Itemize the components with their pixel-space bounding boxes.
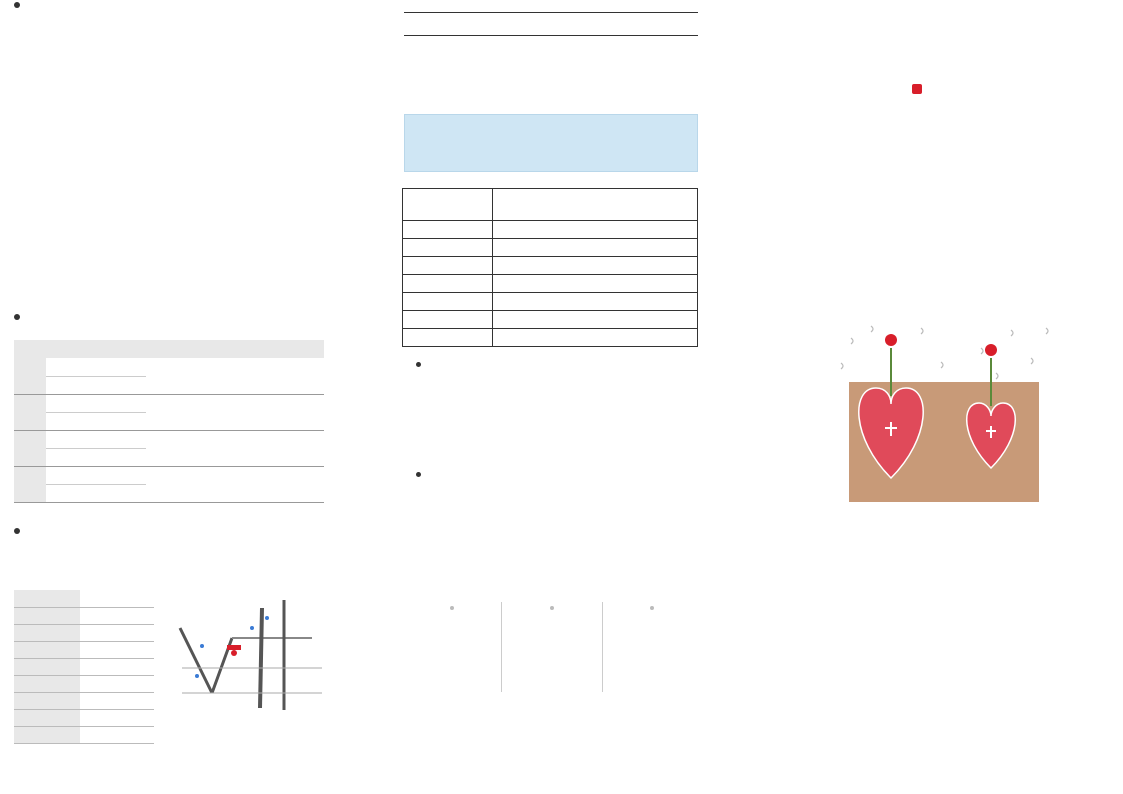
worship-table [14, 590, 154, 744]
worship-time [114, 658, 154, 675]
worship-name [14, 590, 80, 607]
nation-prayer [416, 362, 716, 367]
service-column [402, 602, 502, 692]
offering-servant [146, 430, 202, 466]
col-header [146, 340, 202, 358]
evangelism-row [403, 311, 698, 329]
kitchen-servant [262, 358, 324, 394]
worship-row [14, 590, 154, 607]
service-number [46, 484, 74, 502]
announcements-heading [14, 2, 26, 8]
prayer-leader [74, 376, 146, 394]
evangelism-row [403, 221, 698, 239]
prayer-leader [74, 466, 146, 484]
worship-row [14, 607, 154, 624]
guide-servant [202, 358, 262, 394]
service-column [603, 602, 702, 692]
service-number [46, 358, 74, 376]
kitchen-servant [262, 394, 324, 430]
location-map [172, 598, 332, 738]
offering-servant [146, 394, 202, 430]
worship-row [14, 641, 154, 658]
worship-row [14, 675, 154, 692]
servants-row [14, 430, 324, 448]
evangelism-row [403, 257, 698, 275]
service-number [46, 376, 74, 394]
worship-ampm [80, 692, 114, 709]
service-column [502, 602, 602, 692]
worship-row [14, 624, 154, 641]
offering-servant [146, 466, 202, 502]
bullet-icon [14, 2, 20, 8]
worship-time [114, 641, 154, 658]
evangelism-row [403, 293, 698, 311]
prayer-leader [74, 412, 146, 430]
service-number [46, 466, 74, 484]
evangelist [493, 257, 698, 275]
worship-time [114, 709, 154, 726]
worship-time [114, 607, 154, 624]
evangelism-count [403, 221, 493, 239]
worship-name [14, 624, 80, 641]
worship-ampm [80, 590, 114, 607]
church-prayer [416, 472, 716, 477]
dot-icon [450, 606, 454, 610]
evangelism-count [403, 329, 493, 347]
service-number [46, 412, 74, 430]
evangelist [493, 221, 698, 239]
service-number [46, 430, 74, 448]
prayer-leader [74, 448, 146, 466]
worship-row [14, 692, 154, 709]
worship-ampm [80, 641, 114, 658]
motto-box [404, 114, 698, 172]
dot-icon [650, 606, 654, 610]
prayer-leader [74, 484, 146, 502]
staff-right [945, 527, 1105, 531]
worship-time [114, 726, 154, 743]
yearly-banner [404, 12, 698, 36]
col-header [493, 189, 698, 221]
evangelism-count [403, 275, 493, 293]
worship-name [14, 709, 80, 726]
prayer-leader [74, 358, 146, 376]
servant-date [14, 430, 46, 466]
col-header [262, 340, 324, 358]
servants-table [14, 340, 324, 503]
worship-ampm [80, 709, 114, 726]
worship-name [14, 692, 80, 709]
evangelist [493, 239, 698, 257]
worship-name [14, 726, 80, 743]
worship-row [14, 726, 154, 743]
guide-servant [202, 466, 262, 502]
prayer-leader [74, 430, 146, 448]
worship-name [14, 675, 80, 692]
worship-ampm [80, 624, 114, 641]
worship-ampm [80, 658, 114, 675]
worship-name [14, 641, 80, 658]
guide-servant [202, 394, 262, 430]
worship-time [114, 692, 154, 709]
servant-date [14, 394, 46, 430]
evangelist [493, 293, 698, 311]
cover-column [723, 0, 1123, 794]
evangelism-row [403, 239, 698, 257]
evangelism-row [403, 329, 698, 347]
evangelism-count [403, 293, 493, 311]
worship-name [14, 658, 80, 675]
worship-time [114, 624, 154, 641]
worship-heading [14, 528, 26, 534]
col-header [202, 340, 262, 358]
logo-red-accent [912, 84, 922, 94]
col-header [403, 189, 493, 221]
servant-date [14, 358, 46, 394]
dot-icon [550, 606, 554, 610]
evangelism-header-row [403, 189, 698, 221]
worship-ampm [80, 607, 114, 624]
worship-name [14, 607, 80, 624]
evangelism-count [403, 311, 493, 329]
bullet-icon [14, 314, 20, 320]
guide-servant [202, 430, 262, 466]
col-header [74, 340, 146, 358]
servants-row [14, 358, 324, 376]
evangelism-count [403, 257, 493, 275]
offering-servant [146, 358, 202, 394]
worship-ampm [80, 675, 114, 692]
bullet-icon [416, 362, 421, 367]
sunday-service [18, 556, 158, 590]
worship-row [14, 658, 154, 675]
worship-ampm [80, 726, 114, 743]
center-column [390, 0, 723, 794]
left-column [0, 0, 390, 794]
evangelism-row [403, 275, 698, 293]
worship-time [114, 675, 154, 692]
servant-date [14, 466, 46, 502]
service-number [46, 394, 74, 412]
worship-time [114, 590, 154, 607]
bullet-icon [416, 472, 421, 477]
evangelism-table [402, 188, 698, 347]
evangelist [493, 329, 698, 347]
evangelist [493, 311, 698, 329]
servants-row [14, 466, 324, 484]
hearts-illustration [831, 318, 1061, 508]
evangelism-count [403, 239, 493, 257]
service-number [46, 448, 74, 466]
weekday-services [402, 602, 702, 692]
kitchen-servant [262, 430, 324, 466]
bullet-icon [14, 528, 20, 534]
worship-row [14, 709, 154, 726]
staff-left [797, 522, 937, 526]
kitchen-servant [262, 466, 324, 502]
servants-row [14, 394, 324, 412]
prayer-leader [74, 394, 146, 412]
servants-header-row [14, 340, 324, 358]
evangelist [493, 275, 698, 293]
servants-heading [14, 314, 32, 320]
